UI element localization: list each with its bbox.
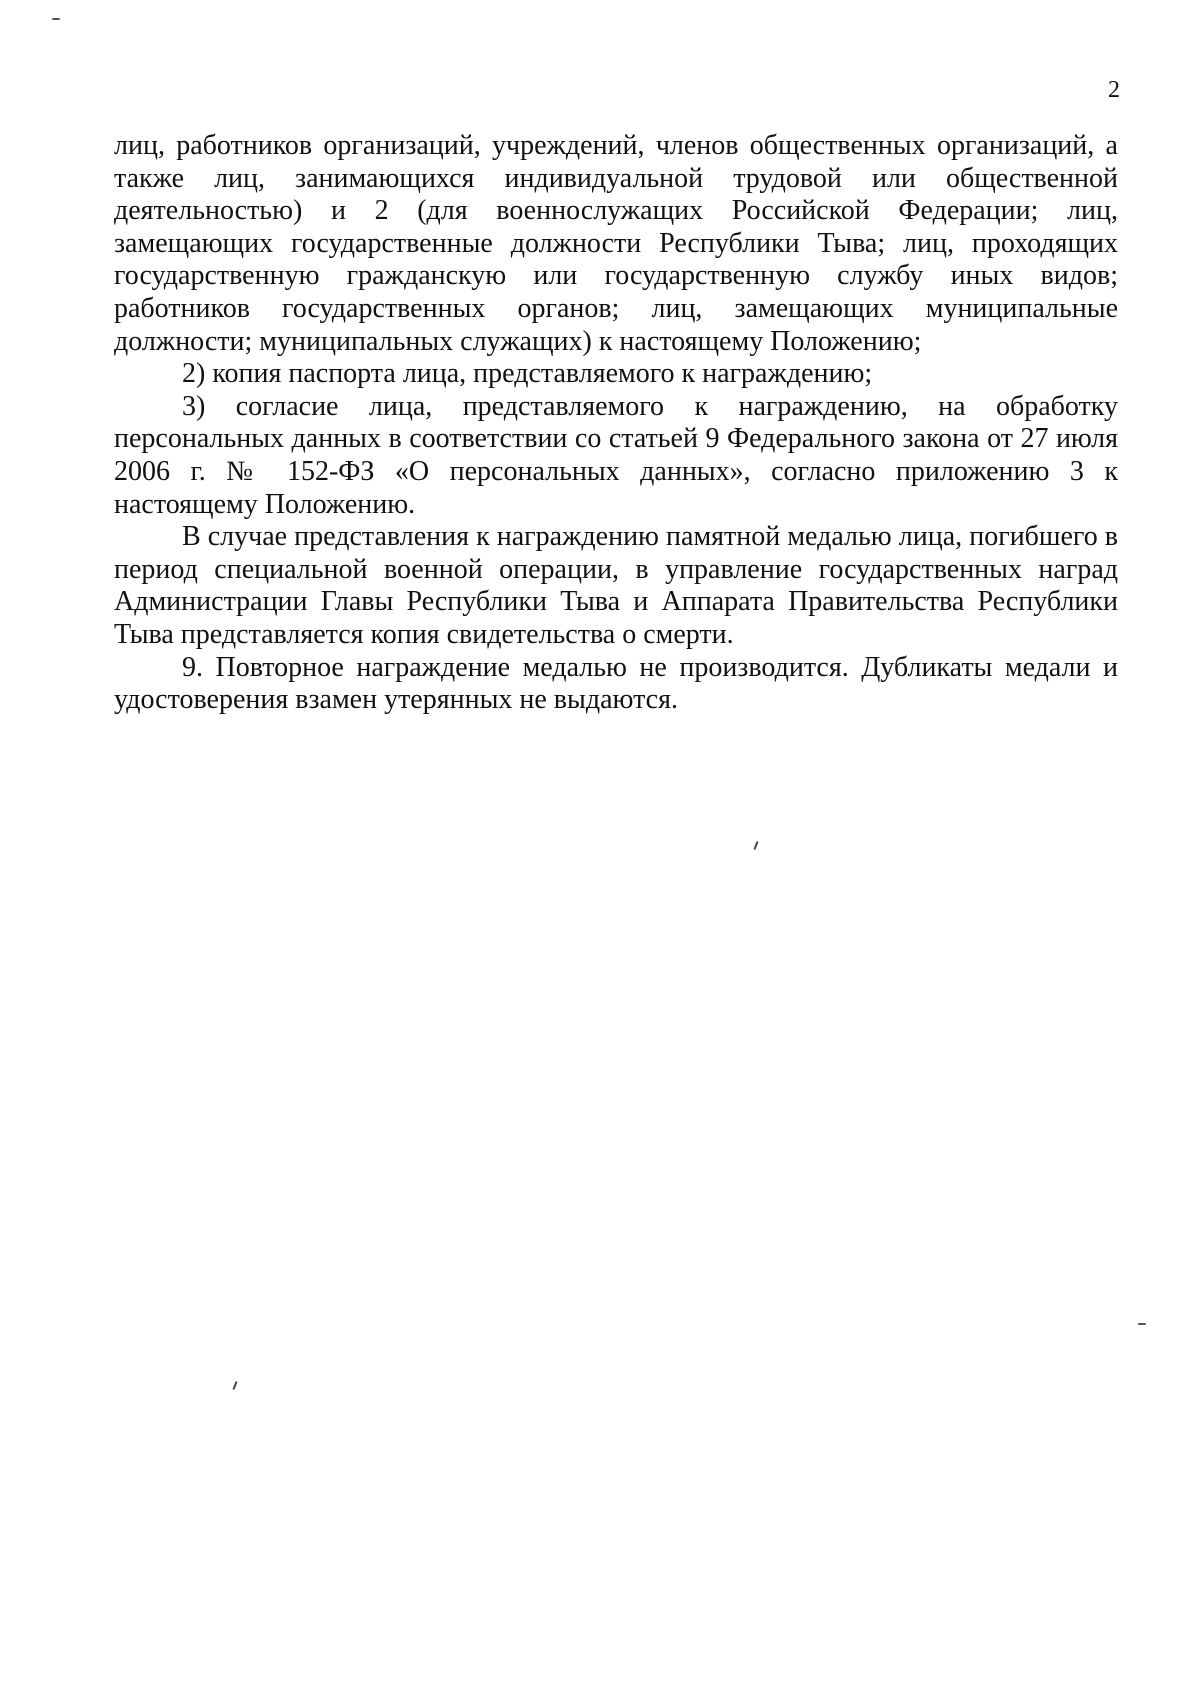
scan-speck <box>232 1381 237 1390</box>
scan-speck <box>52 18 60 20</box>
scan-speck <box>1138 1323 1146 1325</box>
paragraph-item-3: 3) согласие лица, представляемого к награждению, на обработку персональных данных в соответствии со статьей 9 Федерального закона от 27 июля 2006 г. № 152-ФЗ «О персональных данных», согласно приложению 3 к настоящему Положению. <box>114 390 1118 520</box>
paragraph-continuation: лиц, работников организаций, учреждений, членов общественных организаций, а также лиц, занимающихся индивидуальной трудовой или общественной деятельностью) и 2 (для военнослужащих Российской Федерации; лиц, замещающих государственные должности Республики Тыва; лиц, проходящих государственную гражданскую или государственную службу иных видов; работников государственных органов; лиц, замещающих муниципальные должности; муниципальных служащих) к настоящему Положению; <box>114 130 1118 357</box>
paragraph-item-2: 2) копия паспорта лица, представляемого к награждению; <box>182 358 873 390</box>
scan-speck <box>753 841 758 850</box>
document-body <box>114 130 1118 717</box>
paragraph-death-certificate: В случае представления к награждению памятной медалью лица, погибшего в период специальной военной операции, в управление государственных наград Администрации Главы Республики Тыва и Аппарата Правительства Республики Тыва представляется копия свидетельства о смерти. <box>114 521 1118 650</box>
page-number: 2 <box>1108 77 1120 103</box>
paragraph-item-9: 9. Повторное награждение медалью не производится. Дубликаты медали и удостоверения взамен утерянных не выдаются. <box>114 651 1118 716</box>
